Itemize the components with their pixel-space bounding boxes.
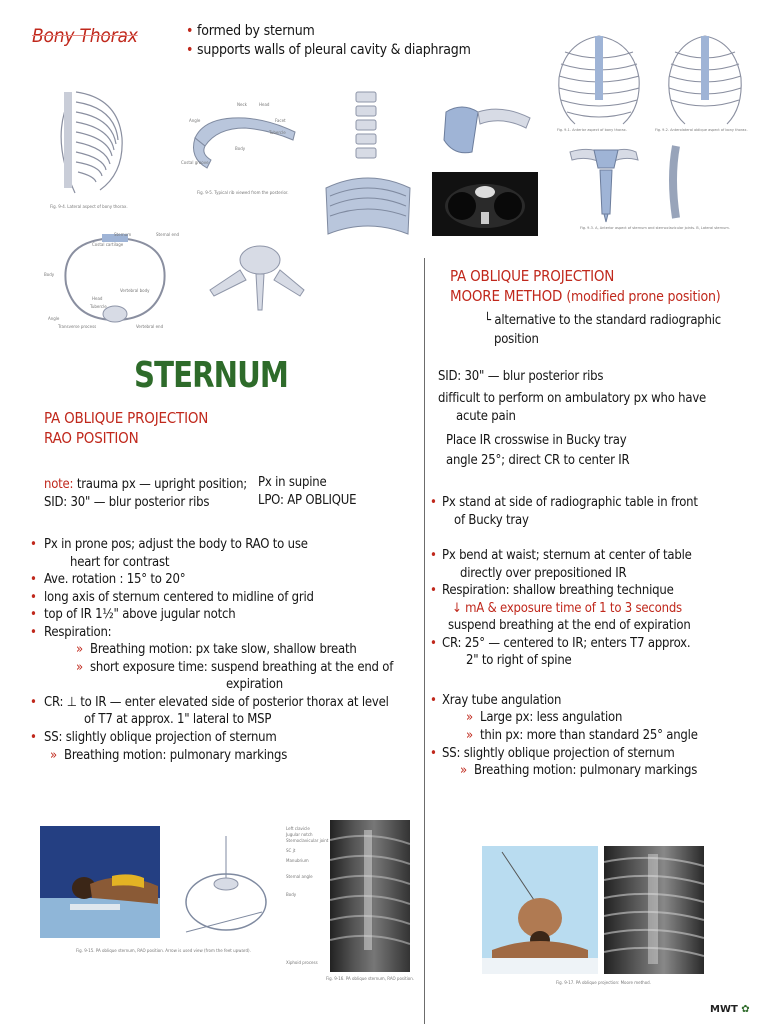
moore-difficult-1: difficult to perform on ambulatory px who have — [438, 391, 707, 406]
figure-caption: Fig. 9-3. A, Anterior aspect of sternum and sternoclavicular joints. B, Lateral sternum. — [580, 226, 730, 230]
figure-thorax-cross-section — [40, 228, 190, 338]
projection-title: PA OBLIQUE PROJECTION — [44, 409, 209, 427]
note-text: trauma px — upright position; — [76, 477, 248, 492]
figure-rao-diagram — [76, 832, 276, 953]
list-item: • long axis of sternum centered to midline of grid — [30, 589, 314, 605]
list-item: • SS: slightly oblique projection of sternum — [430, 745, 675, 761]
list-item: • CR: 25° — centered to IR; enters T7 approx. — [430, 635, 691, 651]
sternum-illustration — [560, 138, 760, 228]
moore-radiograph-illustration — [604, 846, 704, 974]
cross-label: Costal cartilage — [92, 242, 124, 247]
cross-label: Body — [44, 272, 55, 277]
list-item: • CR: ⊥ to IR — enter elevated side of posterior thorax at level — [30, 694, 389, 710]
rib-label: Head — [259, 102, 270, 107]
rib-label: Neck — [237, 102, 247, 107]
figure-anterior-thorax — [545, 28, 653, 136]
header-bullet-text: formed by sternum — [197, 23, 315, 39]
moore-subtitle: MOORE METHOD (modified prone position) — [450, 287, 721, 305]
moore-alt-2: position — [494, 332, 539, 347]
list-item: • Ave. rotation : 15° to 20° — [30, 572, 186, 588]
figure-caption: Fig. 9-2. Anterolateral oblique aspect of bony thorax. — [655, 128, 748, 132]
list-item: • Px stand at side of radiographic table in front — [430, 495, 698, 510]
cross-label: Vertebral body — [120, 288, 150, 293]
list-item: directly over prepositioned IR — [460, 565, 627, 581]
spine-illustration — [318, 88, 418, 240]
list-item: • Xray tube angulation — [430, 692, 562, 708]
figure-rao-photo — [40, 826, 160, 938]
list-item: » Breathing motion: pulmonary markings — [50, 747, 288, 763]
list-item: » Large px: less angulation — [466, 710, 623, 726]
figure-moore-photo — [482, 846, 598, 974]
list-item: of T7 at approx. 1" lateral to MSP — [84, 712, 272, 728]
figure-caption: Fig. 9-16. PA oblique sternum, RAO position. — [326, 976, 415, 981]
ct-illustration — [432, 172, 538, 236]
cross-label: Sternal end — [156, 232, 180, 237]
cross-label: Transverse process — [58, 324, 97, 329]
figure-typical-rib — [175, 98, 305, 203]
radiograph-label: Sternal angle — [286, 874, 313, 879]
figure-sternoclavicular — [432, 92, 542, 172]
signature — [710, 1004, 750, 1015]
sid-line: SID: 30" — blur posterior ribs — [44, 495, 210, 510]
list-item: • Px in prone pos; adjust the body to RAO to use — [30, 537, 308, 552]
list-item: 2" to right of spine — [466, 653, 572, 669]
radiograph-label: Left clavicle — [286, 826, 310, 831]
note-alt-1: Px in supine — [258, 475, 327, 490]
page-title: Bony Thorax — [32, 25, 138, 47]
list-item: ↓ mA & exposure time of 1 to 3 seconds — [452, 600, 682, 616]
radiograph-label: Jugular notch — [286, 832, 313, 837]
moore-title: PA OBLIQUE PROJECTION — [450, 267, 615, 285]
rib-illustration — [175, 98, 305, 188]
cross-label: Head — [92, 296, 103, 301]
list-item: » short exposure time: suspend breathing at the end of — [76, 659, 394, 675]
list-item: • top of IR 1½" above jugular notch — [30, 607, 236, 623]
list-item: • Px bend at waist; sternum at center of table — [430, 548, 692, 564]
radiograph-image — [330, 820, 410, 972]
figure-lateral-thorax — [30, 78, 160, 208]
list-item: • SS: slightly oblique projection of sternum — [30, 730, 277, 746]
radiograph-label: Manubrium — [286, 858, 309, 863]
list-item: suspend breathing at the end of expiration — [448, 618, 691, 634]
rib-label: Angle — [189, 118, 201, 123]
note-alt-2: LPO: AP OBLIQUE — [258, 493, 357, 508]
figure-rao-radiograph — [286, 820, 415, 981]
list-item: » Breathing motion: pulmonary markings — [460, 763, 698, 779]
header-bullet-1: • formed by sternum — [186, 23, 315, 39]
header-bullet-text: supports walls of pleural cavity & diaphragm — [197, 42, 471, 58]
radiograph-label: Xiphoid process — [286, 960, 318, 965]
radiograph-illustration — [330, 820, 410, 972]
radiograph-label: SC jt — [286, 848, 296, 853]
sternoclavicular-illustration — [432, 92, 542, 172]
cross-label: Angle — [48, 316, 60, 321]
projection-subtitle: RAO POSITION — [44, 429, 139, 447]
figure-caption: Fig. 9-5. Typical rib viewed from the posterior. — [197, 190, 289, 195]
figure-vertebral-column — [318, 88, 418, 240]
column-divider — [424, 258, 425, 1024]
list-item: • Respiration: — [30, 624, 112, 640]
moore-place: Place IR crosswise in Bucky tray — [446, 433, 627, 448]
anterior-thorax-illustration — [545, 28, 653, 128]
rib-label: Costal groove — [181, 160, 209, 165]
patient-photo-illustration — [40, 826, 160, 938]
cross-label: Sternum — [114, 232, 132, 237]
list-item: » Breathing motion: px take slow, shallow breath — [76, 642, 357, 658]
radiograph-label: Sternoclavicular joint — [286, 838, 329, 843]
rao-diagram-illustration — [176, 832, 276, 942]
vertebra-illustration — [200, 240, 310, 320]
list-item: » thin px: more than standard 25° angle — [466, 728, 698, 744]
list-item: of Bucky tray — [454, 512, 529, 528]
right-list — [430, 494, 764, 780]
figure-caption: Fig. 9-17. PA oblique projection: Moore method. — [556, 980, 651, 985]
note-label: note: — [44, 477, 74, 492]
figure-vertebra — [200, 240, 310, 320]
moore-difficult-2: acute pain — [456, 409, 516, 424]
radiograph-label: Body — [286, 892, 297, 897]
figure-anterolateral-thorax — [655, 28, 755, 136]
figure-caption: Fig. 9-15. PA oblique sternum, RAO position. Arrow is used view (from the feet upward). — [76, 948, 251, 953]
figure-ct-image — [432, 172, 538, 236]
rib-label: Body — [235, 146, 246, 151]
note-line — [44, 476, 247, 494]
anterolateral-thorax-illustration — [655, 28, 755, 128]
list-item: expiration — [226, 677, 283, 693]
clover-icon: ✿ — [741, 1004, 750, 1015]
header-bullet-2: • supports walls of pleural cavity & diaphragm — [186, 42, 471, 58]
list-item: heart for contrast — [70, 554, 170, 570]
cross-label: Vertebral end — [136, 324, 164, 329]
figure-sternum — [560, 138, 760, 234]
section-title: STERNUM — [134, 355, 289, 396]
moore-photo-illustration — [482, 846, 598, 974]
left-list — [30, 536, 422, 764]
moore-alt-1: └ alternative to the standard radiographic — [484, 313, 722, 328]
signature-text: MWT — [710, 1004, 738, 1015]
moore-angle: angle 25°; direct CR to center IR — [446, 453, 630, 468]
rib-label: Tubercle — [269, 130, 286, 135]
list-item: • Respiration: shallow breathing technique — [430, 583, 674, 599]
figure-caption: Fig. 9-1. Anterior aspect of bony thorax. — [557, 128, 627, 132]
rib-label: Facet — [275, 118, 286, 123]
figure-caption: Fig. 9-4. Lateral aspect of bony thorax. — [50, 204, 128, 209]
cross-label: Tubercle — [90, 304, 107, 309]
figure-moore-radiograph — [604, 846, 704, 974]
moore-paren: (modified prone position) — [566, 289, 721, 305]
lateral-thorax-illustration — [30, 78, 160, 208]
moore-sid: SID: 30" — blur posterior ribs — [438, 369, 604, 384]
